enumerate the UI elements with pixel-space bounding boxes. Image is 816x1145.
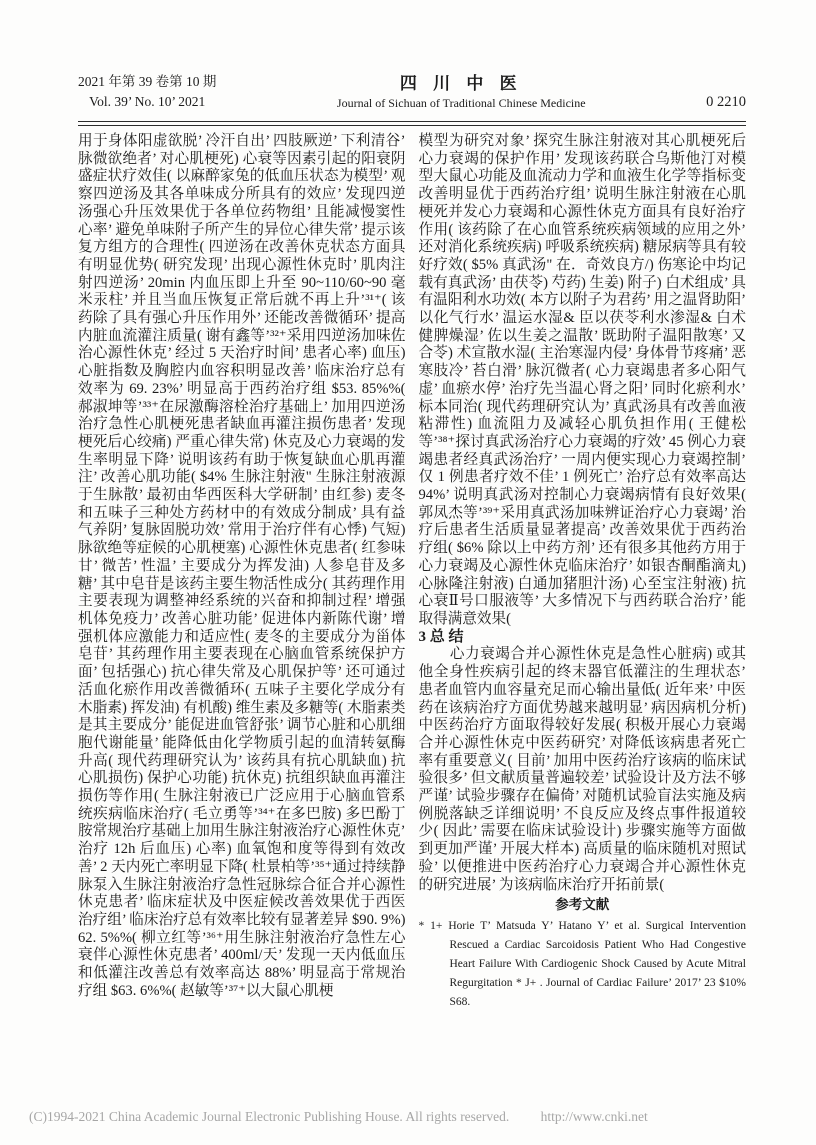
footer-watermark: [29, 1109, 648, 1125]
page-header: [0, 0, 816, 112]
reference-item-1: * 1+ Horie T’ Matsuda Y’ Hatano Y’ et al. Surgical Intervention Rescued a Cardiac Sarcoidosis Patient Who Had Congestive Heart Failure With Cardiogenic Shock Caused by Acute Mitral Regurgitation * J+ . Journal of Cardiac Failure’ 2017’ 23 $10% S68.: [418, 920, 746, 1009]
journal-title-block: [337, 74, 586, 112]
right-column: [419, 133, 747, 1012]
left-column: [78, 133, 406, 1012]
right-column-paragraph-1: 模型为研究对象’ 探究生脉注射液对其心肌梗死后心力衰竭的保护作用’ 发现该药联合乌斯他汀对模型大鼠心功能及血流动力学和血液生化学等指标变改善明显优于西药治疗组’ 说明生脉注射液在心肌梗死并发心力衰竭和心源性休克方面具有良好治疗作用( 该药除了在心血管系统疾病领域的应用之外’ 还对消化系统疾病) 呼吸系统疾病) 糖尿病等具有较好疗效( $5% 真武汤" 在．奇效良方/) 伤寒论中均记载有真武汤’ 由茯苓) 芍药) 生姜) 附子) 白术组成’ 具有温阳利水功效( 本方以附子为君药’ 用之温肾助阳’ 以化气行水’ 温运水湿& 臣以茯苓利水渗湿& 白术健脾燥湿’ 佐以生姜之温散’ 既助附子温阳散寒’ 又合苓) 术宣散水湿( 主治寒湿内侵’ 身体骨节疼痛’ 恶寒肢冷’ 苔白滑’ 脉沉微者( 心力衰竭患者多心阳气虚’ 血瘀水停’ 治疗先当温心肾之阳’ 同时化瘀利水’ 标本同治( 现代药理研究认为’ 真武汤具有改善血液粘滞性) 血流阻力及减轻心肌负担作用( 王健松等’³⁸⁺探讨真武汤治疗心力衰竭的疗效’ 45 例心力衰竭患者经真武汤治疗’ 一周内便实现心力衰竭控制’ 仅 1 例患者疗效不佳’ 1 例死亡’ 治疗总有效率高达 94%’ 说明真武汤对控制心力衰竭病情有良好效果( 郭凤杰等’³⁹⁺采用真武汤加味辨证治疗心力衰竭’ 治疗后患者生活质量显著提高’ 改善效果优于西药治疗组( $6% 除以上中药方剂’ 还有很多其他药方用于心力衰竭及心源性休克临床治疗’ 如银杏酮酯滴丸) 心脉隆注射液) 白通加猪胆汁汤) 心至宝注射液) 抗心衰Ⅱ号口服液等’ 大多情况下与西药联合治疗’ 能取得满意效果(: [418, 133, 746, 627]
issue-info: [78, 72, 216, 112]
issue-line-cn: 2021 年第 39 卷第 10 期: [78, 74, 217, 89]
right-column-paragraph-2: 心力衰竭合并心源性休克是急性心脏病) 或其他全身性疾病引起的终末器官低灌注的生理状态’ 患者血管内血容量充足而心输出量低( 近年来’ 中医药在该病治疗方面优势越来越明显’ 病因病机分析) 中医药治疗方面取得较好发展( 积极开展心力衰竭合并心源性休克中医药研究’ 对降低该病患者死亡率有重要意义( 目前’ 加用中医药治疗该病的临床试验很多’ 但文献质量普遍较差’ 试验设计及方法不够严谨’ 试验步骤存在偏倚’ 对随机试验盲法实施及病例脱落缺乏详细说明’ 不良反应及终点事件报道较少( 因此’ 需要在临床试验设计) 步骤实施等方面做到更加严谨’ 开展大样本) 高质量的临床随机对照试验’ 以便推进中医药治疗心力衰竭合并心源性休克的研究进展’ 为该病临床治疗开拓前景(: [418, 646, 746, 893]
page-code: 0 2210: [706, 94, 746, 110]
section-heading-summary: 3 总 结: [418, 628, 464, 645]
references-heading: 参考文献: [555, 897, 610, 913]
cnki-url: http://www.cnki.net: [540, 1109, 648, 1124]
journal-title-cn: 四 川 中 医: [399, 74, 523, 93]
issue-line-en: Vol. 39’ No. 10’ 2021: [89, 94, 206, 109]
journal-title-en: Journal of Sichuan of Traditional Chinese Medicine: [336, 96, 586, 110]
left-column-text: 用于身体阳虚欲脱’ 冷汗自出’ 四肢厥逆’ 下利清谷’ 脉微欲绝者’ 对心肌梗死) 心衰等因素引起的阳衰阴盛症状疗效佳( 以麻醉家兔的低血压状态为模型’ 观察四逆汤及其各单味成分所具有的效应’ 发现四逆汤强心升压效果优于各单位药物组’ 且能减慢窦性心率’ 避免单味附子所产生的异位心律失常’ 提示该复方组方的合理性( 四逆汤在改善休克状态方面具有明显优势( 研究发现’ 出现心源性休克时’ 肌肉注射四逆汤’ 20min 内血压即上升至 90~110/60~90 毫米汞柱’ 并且当血压恢复正常后就不再上升’³¹⁺( 该药除了具有强心升压作用外’ 还能改善微循环’ 提高内脏血流灌注质量( 谢有鑫等’³²⁺采用四逆汤加味佐治心源性休克’ 经过 5 天治疗时间’ 患者心率) 血压) 心脏指数及胸腔内血容积明显改善’ 临床治疗总有效率为 69. 23%’ 明显高于西药治疗组 $53. 85%%( 郝淑坤等’³³⁺在尿激酶溶栓治疗基础上’ 加用四逆汤治疗急性心肌梗死患者缺血再灌注损伤患者’ 发现梗死后心绞痛) 严重心律失常) 休克及心力衰竭的发生率明显下降’ 说明该药有助于恢复缺血心肌再灌注’ 改善心肌功能( $4% 生脉注射液" 生脉注射液源于生脉散’ 最初由华西医科大学研制’ 由红参) 麦冬和五味子三种处方药材中的有效成分制成’ 具有益气养阴’ 复脉固脱功效’ 常用于治疗伴有心悸) 气短) 脉欲绝等症候的心肌梗塞) 心源性休克患者( 红参味甘’ 微苦’ 性温’ 主要成分为挥发油) 人参皂苷及多糖’ 其中皂苷是该药主要生物活性成分( 其药理作用主要表现为调整神经系统的兴奋和抑制过程’ 增强机体免疫力’ 改善心脏功能’ 促进体内新陈代谢’ 增强机体应激能力和适应性( 麦冬的主要成分为甾体皂苷’ 其药理作用主要表现在心脑血管系统保护方面’ 包括强心) 抗心律失常及心肌保护等’ 还可通过活血化瘀作用改善微循环( 五味子主要化学成分有木脂素) 挥发油) 有机酸) 维生素及多糖等( 木脂素类是其主要成分’ 能促进血管舒张’ 调节心脏和心肌细胞代谢能量’ 能降低由化学物质引起的血清转氨酶升高( 现代药理研究认为’ 该药具有抗心肌缺血) 抗心肌损伤) 保护心功能) 抗休克) 抗组织缺血再灌注损伤等作用( 生脉注射液已广泛应用于心脑血管系统疾病临床治疗( 毛立勇等’³⁴⁺在多巴胺) 多巴酚丁胺常规治疗基础上加用生脉注射液治疗心源性休克’ 治疗 12h 后血压) 心率) 血氧饱和度等得到有效改善’ 2 天内死亡率明显下降( 杜景柏等’³⁵⁺通过持续静脉泵入生脉注射液治疗急性冠脉综合征合并心源性休克患者’ 临床症状及中医症候改善效果优于西医治疗组’ 临床治疗总有效率比较有显著差异 $90. 9%) 62. 5%%( 柳立红等’³⁶⁺用生脉注射液治疗急性左心衰伴心源性休克患者’ 400ml/天’ 发现一天内低血压和低灌注改善总有效率高达 88%’ 明显高于常规治疗组 $63. 6%%( 赵敏等’³⁷⁺以大鼠心肌梗: [78, 133, 406, 999]
article-body: [0, 126, 816, 1012]
copyright-text: (C)1994-2021 China Academic Journal Electronic Publishing House. All rights reserved.: [29, 1109, 510, 1124]
